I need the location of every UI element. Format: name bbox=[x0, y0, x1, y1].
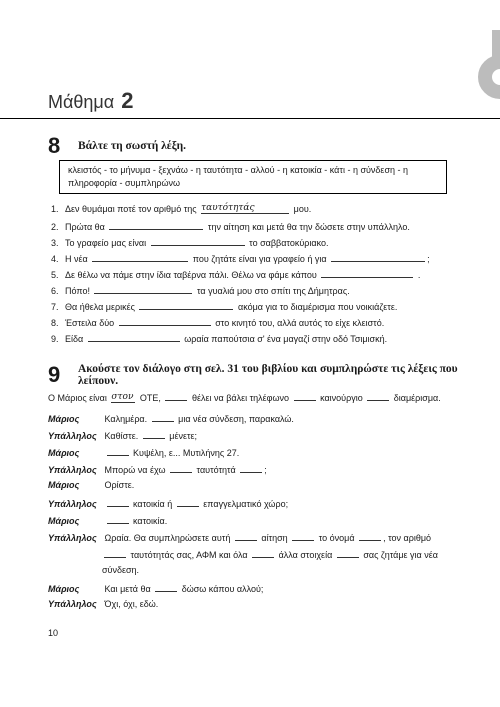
speaker-name: Υπάλληλος bbox=[48, 533, 97, 543]
dialogue-line: Υπάλληλος Καθίστε. μένετε; bbox=[48, 431, 198, 441]
dialogue-line-continued: σύνδεση. bbox=[102, 565, 140, 575]
answer-blank[interactable] bbox=[107, 514, 129, 524]
dialogue-line-continued: ταυτότητάς σας, ΑΦΜ και όλα άλλα στοιχεία σας ζητάμε για νέα bbox=[102, 548, 438, 560]
answer-blank[interactable] bbox=[155, 582, 177, 592]
sentence-4: 4. Η νέα που ζητάτε είναι για γραφείο ή για ; bbox=[51, 254, 430, 264]
answer-blank[interactable] bbox=[143, 429, 165, 439]
sentence-8: 8. Έστειλα δύο στο κινητό του, αλλά αυτός το είχε κλειστό. bbox=[51, 318, 385, 328]
answer-blank[interactable] bbox=[235, 531, 257, 541]
answer-blank[interactable] bbox=[107, 497, 129, 507]
sentence-7: 7. Θα ήθελα μερικές ακόμα για το διαμέρισμα που νοικιάζετε. bbox=[51, 302, 398, 312]
answer-blank[interactable] bbox=[107, 446, 129, 456]
dialogue-line: Μάριος Και μετά θα δώσω κάπου αλλού; bbox=[48, 584, 264, 594]
sentence-2: 2. Πρώτα θα την αίτηση και μετά θα την δώσετε στην υπάλληλο. bbox=[51, 222, 410, 232]
answer-blank[interactable] bbox=[240, 463, 262, 473]
dialogue-intro: Ο Μάριος είναι στον ΟΤΕ, θέλει να βάλει τηλέφωνο καινούργιο διαμέρισμα. bbox=[48, 392, 441, 403]
exercise-number: 8 bbox=[48, 133, 61, 158]
answer-blank[interactable] bbox=[367, 391, 389, 401]
answer-blank[interactable] bbox=[165, 391, 187, 401]
answer-blank[interactable] bbox=[88, 332, 180, 342]
answer-blank[interactable] bbox=[94, 284, 192, 294]
speaker-name: Μάριος bbox=[48, 584, 80, 594]
speaker-name: Υπάλληλος bbox=[48, 499, 97, 509]
answer-blank[interactable] bbox=[151, 236, 245, 246]
sentence-3: 3. Το γραφείο μας είναι το σαββατοκύριακο. bbox=[51, 238, 329, 248]
speaker-name: Μάριος bbox=[48, 516, 80, 526]
speaker-name: Υπάλληλος bbox=[48, 599, 97, 609]
dialogue-line: Υπάλληλος Ωραία. Θα συμπληρώσετε αυτή αίτηση το όνομά , τον αριθμό bbox=[48, 533, 432, 543]
speaker-name: Μάριος bbox=[48, 480, 80, 490]
word-box: κλειστός - το μήνυμα - ξεχνάω - η ταυτότητα - αλλού - η κατοικία - κάτι - η σύνδεση - η πληροφορία - συμπληρώνω bbox=[59, 160, 447, 194]
dialogue-line: Υπάλληλος κατοικία ή επαγγελματικό χώρο; bbox=[48, 499, 289, 509]
answer-blank[interactable] bbox=[104, 548, 126, 558]
sentence-9: 9. Είδα ωραία παπούτσια σ' ένα μαγαζί στην οδό Τσιμισκή. bbox=[51, 334, 388, 344]
answer-blank[interactable] bbox=[170, 463, 192, 473]
answer-blank[interactable] bbox=[109, 220, 203, 230]
answer-blank[interactable] bbox=[294, 391, 316, 401]
page-number: 10 bbox=[48, 628, 59, 638]
exercise-number: 9 bbox=[48, 362, 61, 387]
lesson-number: 2 bbox=[121, 88, 134, 113]
page-header bbox=[0, 0, 500, 119]
dialogue-line: Μάριος Κυψέλη, ε... Μυτιλήνης 27. bbox=[48, 448, 240, 458]
speaker-name: Μάριος bbox=[48, 414, 80, 424]
speaker-name: Μάριος bbox=[48, 448, 80, 458]
answer-blank[interactable] bbox=[321, 268, 413, 278]
dialogue-line: Μάριος κατοικία. bbox=[48, 516, 168, 526]
exercise-instruction: Ακούστε τον διάλογο στη σελ. 31 του βιβλίου και συμπληρώστε τις λέξεις που λείπουν. bbox=[77, 363, 458, 387]
answer-blank[interactable] bbox=[152, 412, 174, 422]
dialogue-line: Υπάλληλος Μπορώ να έχω ταυτότητά ; bbox=[48, 465, 267, 475]
sentence-1: 1. Δεν θυμάμαι ποτέ τον αριθμό της ταυτότητάς μου. bbox=[51, 203, 312, 214]
exercise-instruction: Βάλτε τη σωστή λέξη. bbox=[78, 140, 186, 152]
answer-blank[interactable] bbox=[252, 548, 274, 558]
sentence-6: 6. Πόπο! τα γυαλιά μου στο σπίτι της Δήμητρας. bbox=[51, 286, 350, 296]
speaker-name: Υπάλληλος bbox=[48, 465, 97, 475]
answer-blank[interactable] bbox=[201, 204, 289, 214]
answer-blank[interactable] bbox=[331, 252, 425, 262]
sentence-5: 5. Δε θέλω να πάμε στην ίδια ταβέρνα πάλι. Θέλω να φάμε κάπου . bbox=[51, 270, 421, 280]
answer-blank[interactable] bbox=[111, 393, 135, 403]
dialogue-line: Υπάλληλος Όχι, όχι, εδώ. bbox=[48, 599, 159, 609]
answer-blank[interactable] bbox=[119, 316, 211, 326]
handwritten-answer: ταυτότητάς bbox=[201, 203, 255, 213]
answer-blank[interactable] bbox=[337, 548, 359, 558]
dialogue-line: Μάριος Καλημέρα. μια νέα σύνδεση, παρακαλώ. bbox=[48, 414, 294, 424]
exercise-9-heading bbox=[48, 362, 500, 388]
answer-blank[interactable] bbox=[359, 531, 381, 541]
lesson-title bbox=[48, 88, 133, 114]
page-tab-icon bbox=[478, 55, 500, 99]
exercise-8-heading bbox=[48, 133, 186, 159]
answer-blank[interactable] bbox=[292, 531, 314, 541]
answer-blank[interactable] bbox=[139, 300, 233, 310]
answer-blank[interactable] bbox=[177, 497, 199, 507]
handwritten-answer: στον bbox=[111, 392, 134, 402]
dialogue-line: Μάριος Ορίστε. bbox=[48, 480, 135, 490]
speaker-name: Υπάλληλος bbox=[48, 431, 97, 441]
answer-blank[interactable] bbox=[92, 252, 188, 262]
lesson-label: Μάθημα bbox=[48, 92, 115, 112]
